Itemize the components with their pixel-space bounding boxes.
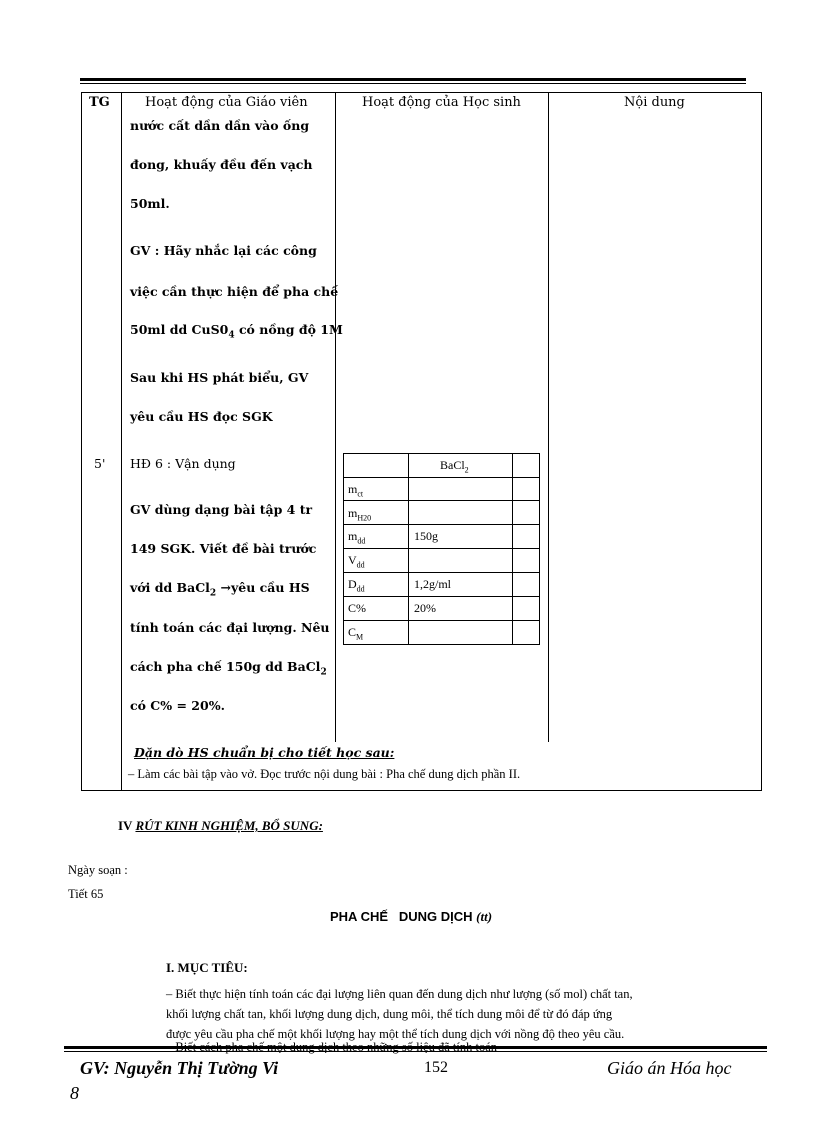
footer-subject: Giáo án Hóa học xyxy=(607,1058,732,1078)
col-divider-tg xyxy=(121,92,122,791)
teacher-line: GV : Hãy nhắc lại các công xyxy=(130,243,317,258)
mini-hline xyxy=(343,453,540,454)
mini-hline xyxy=(343,548,540,549)
lesson-title: PHA CHẾ DUNG DỊCH (tt) xyxy=(330,909,493,924)
teacher-line: 149 SGK. Viết đề bài trước xyxy=(130,541,317,556)
mini-vline xyxy=(539,453,540,645)
bottom-rule xyxy=(64,1046,767,1049)
teacher-line: GV dùng dạng bài tập 4 tr xyxy=(130,502,313,517)
mini-hline xyxy=(343,596,540,597)
homework-text: – Làm các bài tập vào vở. Đọc trước nội dung bài : Pha chế dung dịch phần II. xyxy=(128,767,521,781)
teacher-line: 50ml. xyxy=(130,196,170,211)
mini-value: 1,2g/ml xyxy=(414,577,452,591)
mini-symbol: $m_{dd}$ xyxy=(348,529,366,546)
mini-symbol: $D_{dd}$ xyxy=(348,577,365,594)
mini-symbol: $m_{ct}$ xyxy=(348,482,364,499)
mini-vline xyxy=(512,453,513,645)
bottom-rule-thin xyxy=(64,1051,767,1052)
mini-value: 20% xyxy=(414,601,436,615)
mini-vline xyxy=(343,453,344,645)
header-tg: TG xyxy=(89,95,110,110)
mini-hline xyxy=(343,477,540,478)
header-student: Hoạt động của Học sinh xyxy=(362,95,521,110)
col-divider-student xyxy=(548,92,549,742)
homework-title: Dặn dò HS chuẩn bị cho tiết học sau: xyxy=(134,745,395,760)
mini-header: BaCl$_2$ xyxy=(440,458,469,475)
ngay-soan: Ngày soạn : xyxy=(68,863,128,877)
mini-symbol: C% xyxy=(348,601,366,615)
cuso4-line: 50ml dd $CuS0_4$ có nồng độ 1M xyxy=(130,322,343,341)
teacher-line: Sau khi HS phát biểu, GV xyxy=(130,370,309,385)
top-rule-thin xyxy=(80,83,746,84)
mini-hline xyxy=(343,500,540,501)
header-teacher: Hoạt động của Giáo viên xyxy=(145,95,308,110)
table-right-border xyxy=(761,92,762,791)
mini-vline xyxy=(408,453,409,645)
mini-symbol: $m_{H20}$ xyxy=(348,506,372,523)
footer-author: GV: Nguyễn Thị Tường Vi xyxy=(80,1058,279,1078)
section-iv: IV RÚT KINH NGHIỆM, BỔ SUNG: xyxy=(118,818,323,833)
teacher-line: nước cất dần dần vào ống xyxy=(130,118,310,133)
objective-line: khối lượng chất tan, khối lượng dung dịch, dung môi, thể tích dung môi để từ đó đáp ứng xyxy=(166,1007,613,1021)
top-rule xyxy=(80,78,746,81)
tiet: Tiết 65 xyxy=(68,887,104,901)
mini-hline xyxy=(343,524,540,525)
col-divider-teacher xyxy=(335,92,336,742)
bacl-line: với dd BaCl$_2$ →yêu cầu HS xyxy=(130,580,310,599)
teacher-line: tính toán các đại lượng. Nêu xyxy=(130,620,330,635)
table-left-border xyxy=(81,92,82,791)
mini-symbol: $C_M$ xyxy=(348,625,364,642)
teacher-line: yêu cầu HS đọc SGK xyxy=(130,409,273,424)
mini-symbol: $V_{dd}$ xyxy=(348,553,365,570)
hd6-label: HĐ 6 : Vận dụng xyxy=(130,456,236,471)
cach-line: cách pha chế 150g dd BaCl$_2$ xyxy=(130,659,327,678)
objective-line: được yêu cầu pha chế một khối lượng hay một thể tích dung dịch với nồng độ theo yêu cầu. xyxy=(166,1027,625,1041)
tg-5min: 5' xyxy=(94,456,106,471)
table-top-border xyxy=(81,92,762,93)
mini-hline xyxy=(343,644,540,645)
teacher-line: đong, khuấy đều đến vạch xyxy=(130,157,313,172)
teacher-line: việc cần thực hiện để pha chế xyxy=(130,284,339,299)
objective-line: – Biết thực hiện tính toán các đại lượng liên quan đến dung dịch như lượng (số mol) chất tan, xyxy=(166,987,633,1001)
objectives-heading: I. MỤC TIÊU: xyxy=(166,960,248,975)
footer-page: 152 xyxy=(424,1059,448,1076)
table-bottom-border xyxy=(81,790,762,791)
footer-grade: 8 xyxy=(70,1083,79,1103)
objectives-text xyxy=(166,984,766,1064)
mini-value: 150g xyxy=(414,529,438,543)
header-content: Nội dung xyxy=(624,95,685,110)
mini-hline xyxy=(343,572,540,573)
mini-hline xyxy=(343,620,540,621)
teacher-line: có C% = 20%. xyxy=(130,698,225,713)
